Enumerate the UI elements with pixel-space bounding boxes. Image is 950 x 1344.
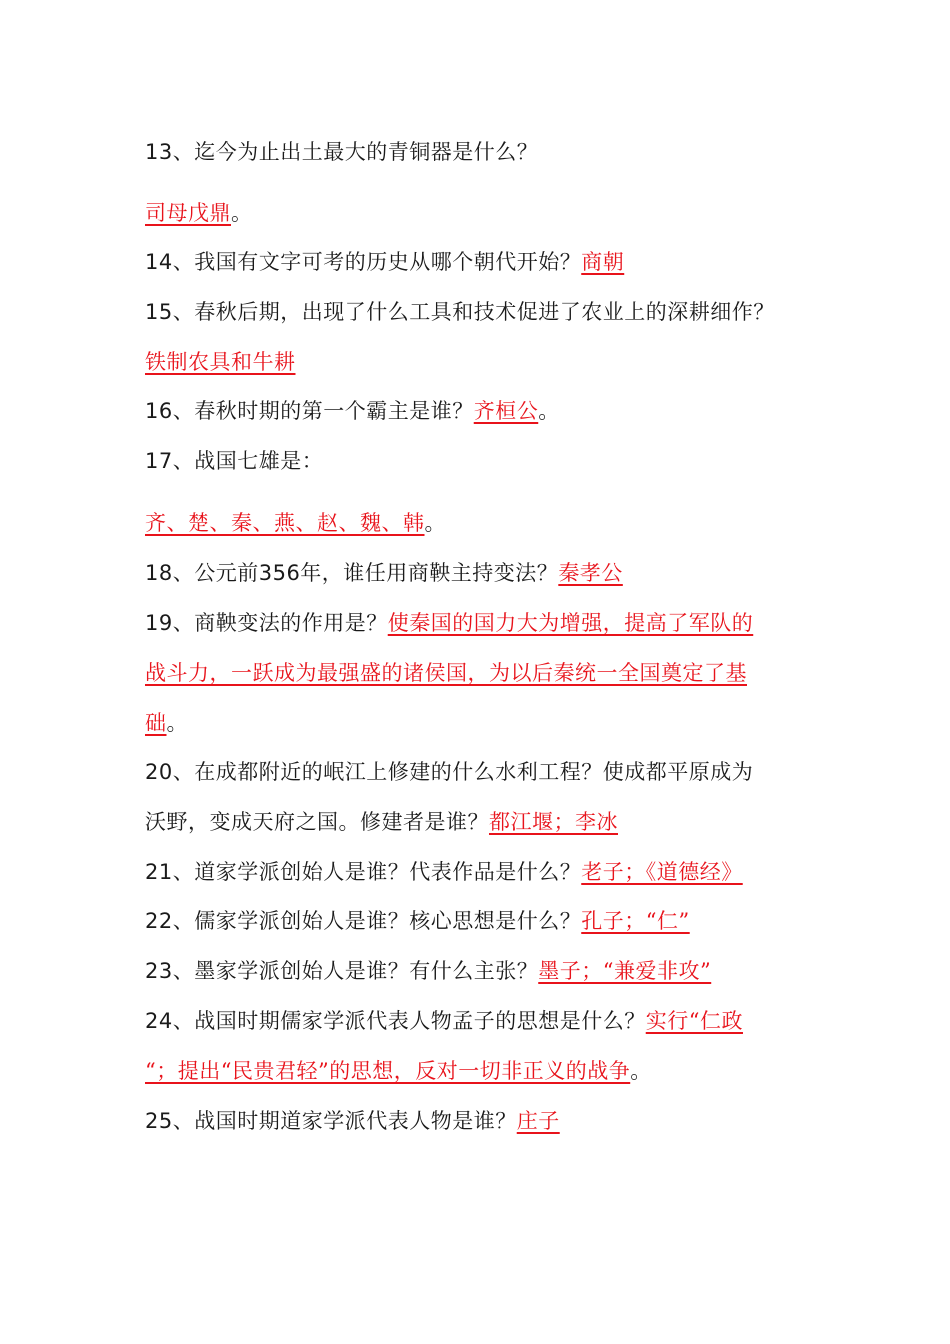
question-17-text: 17、战国七雄是： — [145, 449, 324, 473]
question-20-text-1: 20、在成都附近的岷江上修建的什么水利工程？使成都平原成为 — [145, 760, 754, 784]
answer-19-line-1: 使秦国的国力大为增强，提高了军队的 — [387, 611, 754, 635]
answer-13-tail: 。 — [231, 201, 253, 225]
answer-15 — [145, 349, 825, 375]
answer-13-text: 司母戊鼎 — [145, 201, 231, 225]
question-23 — [145, 958, 825, 984]
question-22-text: 22、儒家学派创始人是谁？核心思想是什么？ — [145, 909, 582, 933]
answer-15-text: 铁制农具和牛耕 — [145, 350, 296, 374]
question-13-text: 13、迄今为止出土最大的青铜器是什么？ — [145, 140, 539, 164]
answer-19-tail: 。 — [166, 711, 188, 735]
answer-19-line-3-row — [145, 710, 825, 736]
question-21 — [145, 859, 825, 885]
question-16 — [145, 398, 825, 424]
answer-18-text: 秦孝公 — [558, 561, 623, 585]
question-24-text: 24、战国时期儒家学派代表人物孟子的思想是什么？ — [145, 1009, 646, 1033]
answer-17-tail: 。 — [424, 511, 446, 535]
answer-16-text: 齐桓公 — [473, 399, 539, 423]
question-18 — [145, 560, 825, 586]
question-16-text: 16、春秋时期的第一个霸主是谁？ — [145, 399, 474, 423]
answer-13 — [145, 200, 825, 226]
question-19 — [145, 610, 825, 636]
question-18-text: 18、公元前356年，谁任用商鞅主持变法？ — [145, 561, 559, 585]
answer-19-line-3: 础 — [145, 711, 167, 735]
question-23-text: 23、墨家学派创始人是谁？有什么主张？ — [145, 959, 539, 983]
question-14-text: 14、我国有文字可考的历史从哪个朝代开始？ — [145, 250, 582, 274]
question-19-text: 19、商鞅变法的作用是？ — [145, 611, 388, 635]
answer-17 — [145, 510, 825, 536]
answer-24-line-2-row — [145, 1058, 825, 1084]
question-20-text-2: 沃野，变成天府之国。修建者是谁？ — [145, 810, 489, 834]
question-17 — [145, 448, 825, 474]
question-13 — [145, 139, 825, 165]
answer-17-text: 齐、楚、秦、燕、赵、魏、韩 — [145, 511, 425, 535]
question-24 — [145, 1008, 825, 1034]
answer-24-line-1: 实行“仁政 — [645, 1009, 743, 1033]
answer-25-text: 庄子 — [516, 1109, 560, 1133]
answer-19-line-2: 战斗力，一跃成为最强盛的诸侯国，为以后秦统一全国奠定了基 — [145, 661, 747, 685]
answer-19-line-2-row — [145, 660, 825, 686]
question-25-text: 25、战国时期道家学派代表人物是谁？ — [145, 1109, 517, 1133]
question-21-text: 21、道家学派创始人是谁？代表作品是什么？ — [145, 860, 582, 884]
answer-23-text: 墨子；“兼爱非攻” — [538, 959, 712, 983]
question-15 — [145, 299, 825, 325]
question-20-row-2 — [145, 809, 825, 835]
answer-20-text: 都江堰；李冰 — [489, 810, 618, 834]
answer-21-text: 老子；《道德经》 — [581, 860, 743, 884]
question-20 — [145, 759, 825, 785]
answer-16-tail: 。 — [538, 399, 560, 423]
question-25 — [145, 1108, 825, 1134]
question-14 — [145, 249, 825, 275]
answer-14-text: 商朝 — [581, 250, 625, 274]
question-22 — [145, 908, 825, 934]
answer-22-text: 孔子；“仁” — [581, 909, 690, 933]
answer-24-tail: 。 — [630, 1059, 652, 1083]
question-15-text: 15、春秋后期，出现了什么工具和技术促进了农业上的深耕细作？ — [145, 300, 775, 324]
answer-24-line-2: “；提出“民贵君轻”的思想，反对一切非正义的战争 — [145, 1059, 631, 1083]
